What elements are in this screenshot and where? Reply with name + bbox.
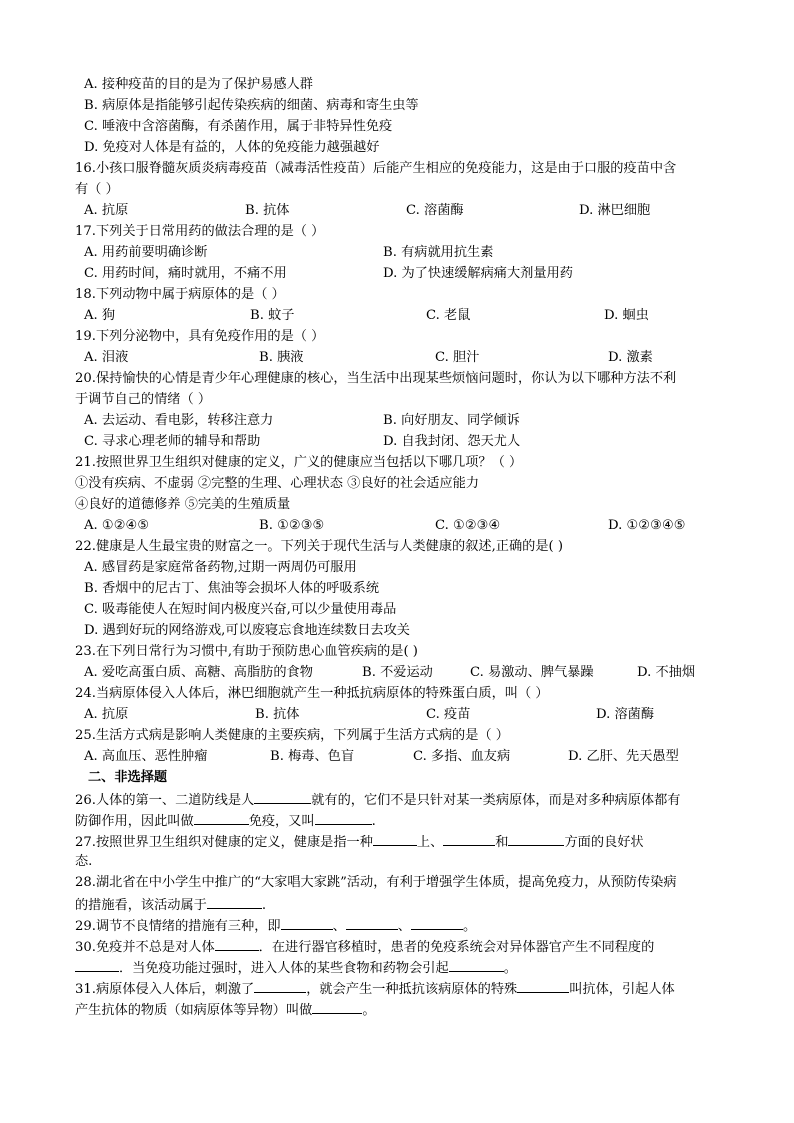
q29-text-1: 29.调节不良情绪的措施有三种，即 [75, 919, 281, 934]
q16-option-c: C. 溶菌酶 [406, 203, 464, 218]
q29-blank-3[interactable] [411, 915, 463, 930]
q18-option-c: C. 老鼠 [426, 308, 471, 323]
q25-option-c: C. 多指、血友病 [413, 749, 511, 764]
q17-stem: 17.下列关于日常用药的做法合理的是（ ） [75, 224, 325, 239]
q24-option-a: A. 抗原 [84, 707, 129, 722]
q25-option-d: D. 乙肝、先天愚型 [568, 749, 679, 764]
q25-option-a: A. 高血压、恶性肿瘤 [84, 749, 208, 764]
q20-stem-2: 于调节自己的情绪（ ） [75, 392, 212, 407]
q23-option-d: D. 不抽烟 [637, 665, 696, 680]
q31-blank-3[interactable] [312, 999, 362, 1014]
q15-option-d: D. 免疫对人体是有益的，人体的免疫能力越强越好 [84, 140, 380, 155]
q22-option-c: C. 吸毒能使人在短时间内极度兴奋,可以少量使用毒品 [84, 602, 397, 617]
q31-text-3: 叫抗体，引起人体 [569, 982, 675, 997]
q30-line-1 [75, 936, 654, 958]
q21-option-c: C. ①②③④ [435, 518, 501, 533]
q21-items-2: ④良好的道德修养 ⑤完美的生殖质量 [75, 497, 291, 512]
q16-option-b: B. 抗体 [245, 203, 290, 218]
q21-option-a: A. ①②④⑤ [84, 518, 150, 533]
q16-stem-2: 有（ ） [75, 182, 119, 197]
q26-line-2 [75, 810, 376, 832]
q21-items-1: ①没有疾病、不虚弱 ②完整的生理、心理状态 ③良好的社会适应能力 [75, 476, 480, 491]
q27-text-1: 27.按照世界卫生组织对健康的定义，健康是指一种 [75, 835, 373, 850]
q29-line [75, 915, 476, 937]
q18-stem: 18.下列动物中属于病原体的是（ ） [75, 287, 285, 302]
q17-option-b: B. 有病就用抗生素 [383, 245, 494, 260]
q19-option-c: C. 胆汁 [435, 350, 480, 365]
q18-option-a: A. 狗 [84, 308, 116, 323]
q19-option-b: B. 胰液 [259, 350, 304, 365]
q23-option-a: A. 爱吃高蛋白质、高糖、高脂肪的食物 [84, 665, 313, 680]
q30-text-2: ．在进行器官移植时，患者的免疫系统会对异体器官产生不同程度的 [258, 940, 655, 955]
q15-option-b: B. 病原体是指能够引起传染疾病的细菌、病毒和寄生虫等 [84, 98, 419, 113]
q23-option-b: B. 不爱运动 [362, 665, 433, 680]
q24-option-b: B. 抗体 [255, 707, 300, 722]
q29-blank-2[interactable] [346, 915, 398, 930]
q26-blank-2[interactable] [194, 810, 249, 825]
q16-stem-1: 16.小孩口服脊髓灰质炎病毒疫苗（减毒活性疫苗）后能产生相应的免疫能力，这是由于口服的疫苗中含 [75, 161, 677, 176]
q27-text-3: 和 [495, 835, 509, 850]
q28-text-2: 的措施看，该活动属于 [75, 898, 207, 913]
q30-text-3: ．当免疫功能过强时，进入人体的某些食物和药物会引起 [119, 961, 449, 976]
q15-option-c: C. 唾液中含溶菌酶，有杀菌作用，属于非特异性免疫 [84, 119, 393, 134]
section-heading: 二、非选择题 [88, 770, 168, 785]
q27-text-4: 方面的良好状 [564, 835, 644, 850]
q29-text-4: 。 [462, 919, 477, 934]
q26-text-1: 26.人体的第一、二道防线是人 [75, 793, 255, 808]
q25-option-b: B. 梅毒、色盲 [270, 749, 355, 764]
q21-option-b: B. ①②③⑤ [259, 518, 325, 533]
q30-text-4: 。 [503, 961, 517, 976]
q22-option-a: A. 感冒药是家庭常备药物,过期一两周仍可服用 [84, 560, 357, 575]
q27-blank-3[interactable] [508, 831, 564, 846]
q17-option-d: D. 为了快速缓解病痛大剂量用药 [383, 266, 573, 281]
q25-stem: 25.生活方式病是影响人类健康的主要疾病，下列属于生活方式病的是（ ） [75, 728, 509, 743]
q26-text-4: 免疫，又叫 [248, 814, 315, 829]
q31-text-1: 31.病原体侵入人体后，刺激了 [75, 982, 255, 997]
q31-text-5: 。 [362, 1003, 376, 1018]
q29-blank-1[interactable] [281, 915, 333, 930]
q31-text-2: ，就会产生一种抵抗该病原体的特殊 [306, 982, 518, 997]
q24-option-c: C. 疫苗 [426, 707, 471, 722]
q31-blank-1[interactable] [254, 978, 306, 993]
q22-option-b: B. 香烟中的尼古丁、焦油等会损坏人体的呼吸系统 [84, 581, 380, 596]
q26-blank-1[interactable] [254, 789, 311, 804]
q26-blank-3[interactable] [315, 810, 372, 825]
q21-option-d: D. ①②③④⑤ [608, 518, 686, 533]
q27-text-2: 上、 [416, 835, 444, 850]
q20-option-c: C. 寻求心理老师的辅导和帮助 [84, 434, 261, 449]
q20-option-b: B. 向好朋友、同学倾诉 [383, 413, 520, 428]
q31-line-1 [75, 978, 675, 1000]
q26-text-3: 防御作用，因此叫做 [75, 814, 194, 829]
q30-blank-3[interactable] [449, 957, 504, 972]
q23-option-c: C. 易激动、脾气暴躁 [470, 665, 594, 680]
q21-stem: 21.按照世界卫生组织对健康的定义，广义的健康应当包括以下哪几项？（ ） [75, 455, 523, 470]
q27-blank-2[interactable] [443, 831, 495, 846]
q20-stem-1: 20.保持愉快的心情是青少年心理健康的核心，当生活中出现某些烦恼问题时，你认为以下哪种方法不利 [75, 371, 677, 386]
q17-option-a: A. 用药前要明确诊断 [84, 245, 208, 260]
q28-text-3: . [261, 898, 267, 913]
q18-option-d: D. 蛔虫 [604, 308, 649, 323]
q31-line-2 [75, 999, 376, 1021]
q26-text-5: . [371, 814, 376, 829]
q16-option-a: A. 抗原 [84, 203, 129, 218]
q28-line-2 [75, 894, 266, 916]
q20-option-d: D. 自我封闭、怨天尤人 [383, 434, 521, 449]
q30-text-1: 30.免疫并不总是对人体 [75, 940, 215, 955]
q19-stem: 19.下列分泌物中，具有免疫作用的是（ ） [75, 329, 325, 344]
q31-blank-2[interactable] [517, 978, 569, 993]
q24-stem: 24.当病原体侵入人体后，淋巴细胞就产生一种抵抗病原体的特殊蛋白质，叫（ ） [75, 686, 549, 701]
q28-blank-1[interactable] [207, 894, 262, 909]
q24-option-d: D. 溶菌酶 [596, 707, 655, 722]
q29-text-2: 、 [332, 919, 346, 934]
q27-line-1 [75, 831, 644, 853]
q20-option-a: A. 去运动、看电影，转移注意力 [84, 413, 274, 428]
q31-text-4: 产生抗体的物质（如病原体等异物）叫做 [75, 1003, 313, 1018]
q30-line-2 [75, 957, 517, 979]
q19-option-a: A. 泪液 [84, 350, 129, 365]
q27-text-5: 态. [75, 854, 93, 869]
q23-stem: 23.在下列日常行为习惯中,有助于预防患心血管疾病的是( ) [75, 644, 418, 659]
q22-stem: 22.健康是人生最宝贵的财富之一。下列关于现代生活与人类健康的叙述,正确的是( ) [75, 539, 564, 554]
q28-line-1: 28.湖北省在中小学生中推广的“大家唱大家跳”活动，有利于增强学生体质，提高免疫力，从预防传染病 [75, 875, 677, 890]
q22-option-d: D. 遇到好玩的网络游戏,可以废寝忘食地连续数日去攻关 [84, 623, 410, 638]
q26-line-1 [75, 789, 680, 811]
q18-option-b: B. 蚊子 [250, 308, 295, 323]
q16-option-d: D. 淋巴细胞 [579, 203, 651, 218]
q15-option-a: A. 接种疫苗的目的是为了保护易感人群 [84, 77, 313, 92]
q17-option-c: C. 用药时间，痛时就用，不痛不用 [84, 266, 287, 281]
q26-text-2: 就有的，它们不是只针对某一类病原体，而是对多种病原体都有 [311, 793, 681, 808]
q27-blank-1[interactable] [373, 831, 417, 846]
q30-blank-1[interactable] [215, 936, 259, 951]
q19-option-d: D. 激素 [608, 350, 653, 365]
q29-text-3: 、 [397, 919, 411, 934]
q30-blank-2[interactable] [75, 957, 119, 972]
